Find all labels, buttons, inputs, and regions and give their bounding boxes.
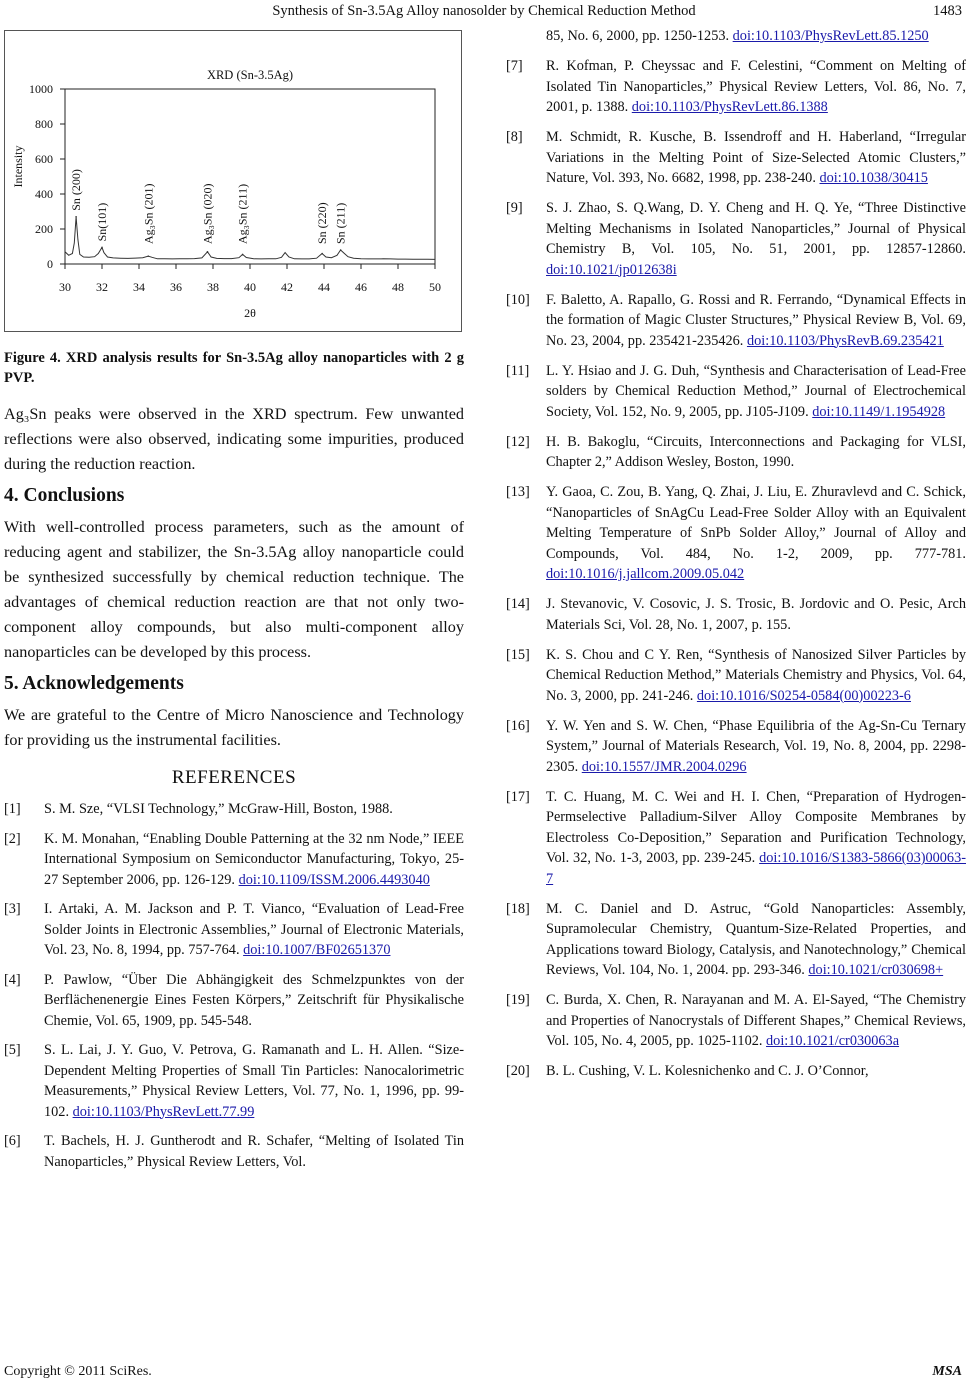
doi-link[interactable]: doi:10.1021/cr030698+ [808, 962, 944, 978]
y-tick-label: 1000 [29, 82, 53, 96]
reference-item [506, 361, 966, 423]
copyright: Copyright © 2011 SciRes. [4, 1364, 152, 1379]
reference-text: L. Y. Hsiao and J. G. Duh, “Synthesis and Characterisation of Lead-Free solders by Chemical Reduction Method,” Journal of Electrochemical Society, Vol. 152, No. 9, 2005, pp. J105-J109. [546, 362, 966, 420]
reference-number: [10] [506, 291, 530, 308]
peak-label: Sn (220) [315, 202, 330, 244]
peak-point [101, 247, 103, 249]
reference-text: M. C. Daniel and D. Astruc, “Gold Nanoparticles: Assembly, Supramolecular Chemistry, Quantum-Size-Related Properties, and Applications toward Biology, Catalysis, and Nanotechnology,” Chemical Reviews, Vol. 104, No. 1, 2004. pp. 293-346. [546, 900, 966, 978]
reference-number: [7] [506, 58, 523, 74]
peak-label: Sn (211) [333, 202, 348, 244]
reference-text: Y. W. Yen and S. W. Chen, “Phase Equilibria of the Ag-Sn-Cu Ternary System,” Journal of Materials Research, Vol. 19, No. 8, 2004, pp. 2298-2305. [546, 717, 966, 775]
reference-item [506, 290, 966, 352]
reference-text: T. Bachels, H. J. Guntherodt and R. Schafer, “Melting of Isolated Tin Nanoparticles,” Physical Review Letters, Vol. [44, 1133, 464, 1170]
reference-number: [15] [506, 646, 530, 663]
y-tick-label: 400 [35, 187, 53, 201]
left-column [4, 30, 464, 1181]
reference-text: K. S. Chou and C Y. Ren, “Synthesis of Nanosized Silver Particles by Chemical Reduction Method,” Materials Chemistry and Physics, Vol. 64, No. 3, 2000, pp. 241-246. [546, 646, 966, 704]
reference-text: P. Pawlow, “Über Die Abhängigkeit des Schmelzpunktes von der Berflächenenergie Eines Festen Körpers,” Zeitschrift für Physikalische Chemie, Vol. 65, 1909, pp. 545-548. [44, 971, 464, 1029]
reference-number: [13] [506, 484, 530, 500]
peak-label: Ag₃Sn (201) [141, 183, 156, 244]
reference-number: [9] [506, 200, 523, 216]
x-tick-label: 40 [244, 280, 256, 294]
reference-item [506, 990, 966, 1052]
heading-acknowledgements: 5. Acknowledgements [4, 673, 184, 694]
reference-item [506, 594, 966, 635]
reference-text: R. Kofman, P. Cheyssac and F. Celestini, “Comment on Melting of Isolated Tin Nanoparticles,” Physical Review Letters, Vol. 86, No. 7, 2001, p. 1388. [546, 58, 966, 115]
peak-label: Ag₃Sn (211) [235, 183, 250, 244]
heading-conclusions: 4. Conclusions [4, 485, 125, 506]
reference-number: [1] [4, 801, 21, 817]
reference-text: S. L. Lai, J. Y. Guo, V. Petrova, G. Ramanath and L. H. Allen. “Size-Dependent Melting Properties of Small Tin Particles: Nanocalorimetric Measurements,” Physical Review Letters, Vol. 77, No. 1, 1996, pp. 99-102. [44, 1042, 464, 1120]
journal-abbrev: MSA [932, 1364, 962, 1379]
reference-number: [12] [506, 433, 530, 450]
doi-link[interactable]: doi:10.1557/JMR.2004.0296 [581, 758, 747, 775]
x-tick-label: 48 [392, 280, 404, 294]
reference-item [4, 1131, 464, 1172]
x-tick-label: 42 [281, 280, 293, 294]
peak-point [340, 249, 342, 251]
peak-point [147, 255, 149, 257]
reference-item [4, 799, 464, 820]
x-tick-label: 30 [59, 280, 71, 294]
peak-point [321, 253, 323, 255]
reference-text: S. M. Sze, “VLSI Technology,” McGraw-Hill, Boston, 1988. [44, 801, 393, 817]
reference-item [4, 970, 464, 1032]
reference-number: [6] [4, 1133, 21, 1149]
xrd-chart [5, 31, 461, 331]
reference-item [506, 56, 966, 118]
reference-item [506, 787, 966, 890]
references-right [506, 26, 966, 1082]
running-title: Synthesis of Sn-3.5Ag Alloy nanosolder by Chemical Reduction Method [272, 3, 696, 19]
x-tick-label: 50 [429, 280, 441, 294]
reference-number: [4] [4, 971, 21, 988]
y-axis-label: Intensity [11, 145, 25, 188]
reference-item [506, 26, 966, 47]
references-left [4, 799, 464, 1172]
peak-point [75, 216, 77, 218]
reference-number: [16] [506, 717, 530, 734]
reference-number: [19] [506, 992, 530, 1008]
paragraph-conclusions: With well-controlled process parameters, such as the amount of reducing agent and stabilizer, the Sn-3.5Ag alloy nanoparticle could be synthesized successfully by chemical reduction technique. The advantages of chemical reduction reaction are that not only two-component alloy compounds, but also multi-component alloy nanoparticles can be developed by this process. [4, 518, 464, 661]
paragraph-results: Ag₃Sn peaks were observed in the XRD spectrum. Few unwanted reflections were also observed, indicating some impurities, produced during the reduction reaction. [4, 405, 464, 473]
x-tick-label: 36 [170, 280, 182, 294]
peak-label: Sn(101) [95, 202, 109, 242]
reference-item [4, 829, 464, 891]
reference-text: S. J. Zhao, S. Q.Wang, D. Y. Cheng and H. Q. Ye, “Three Distinctive Melting Mechanisms in Isolated Nanoparticles,” Journal of Physical Chemistry B, Vol. 105, No. 51, 2001, pp. 12857-12860. [546, 200, 966, 257]
x-tick-label: 38 [207, 280, 219, 294]
heading-references: REFERENCES [171, 767, 297, 788]
reference-item [4, 899, 464, 961]
peak-point [207, 251, 209, 253]
doi-link[interactable]: doi:10.1103/PhysRevLett.77.99 [72, 1103, 255, 1120]
reference-text: I. Artaki, A. M. Jackson and P. T. Vianco, “Evaluation of Lead-Free Solder Joints in Electronic Assemblies,” Journal of Electronic Materials, Vol. 23, No. 8, 1994, pp. 757-764. [44, 901, 464, 958]
doi-link[interactable]: doi:10.1021/cr030063a [766, 1033, 900, 1049]
spectrum-line [65, 217, 435, 260]
reference-number: [8] [506, 129, 523, 145]
reference-number: [20] [506, 1063, 530, 1079]
reference-item [506, 716, 966, 778]
x-axis-label: 2θ [244, 306, 256, 320]
doi-link[interactable]: doi:10.1016/S1383-5866(03)00063-7 [546, 850, 966, 887]
doi-link[interactable]: doi:10.1007/BF02651370 [243, 942, 391, 958]
reference-text: H. B. Bakoglu, “Circuits, Interconnections and Packaging for VLSI, Chapter 2,” Addison Wesley, Boston, 1990. [546, 433, 966, 470]
x-tick-label: 44 [318, 280, 330, 294]
reference-text: T. C. Huang, M. C. Wei and H. I. Chen, “Preparation of Hydrogen-Permselective Palladium-Silver Alloy Composite Membranes by Electroless Co-Deposition,” Separation and Purification Technology, Vol. 32, No. 1-3, 2003, pp. 239-245. [546, 788, 966, 866]
doi-link[interactable]: doi:10.1103/PhysRevB.69.235421 [746, 332, 944, 349]
doi-link[interactable]: doi:10.1038/30415 [819, 170, 928, 186]
peak-point [242, 254, 244, 256]
reference-number: [17] [506, 788, 530, 805]
y-tick-label: 600 [35, 152, 53, 166]
reference-text: Y. Gaoa, C. Zou, B. Yang, Q. Zhai, J. Liu, E. Zhuravlevd and C. Schick, “Nanoparticles of SnAgCu Lead-Free Solder Alloy with an Equivalent Melting Temperature of SnPb Solder Alloy,” Journal of Alloy and Compounds, Vol. 484, No. 1-2, 2009, pp. 777-781. [546, 484, 966, 562]
page-header [0, 0, 968, 26]
doi-link[interactable]: doi:10.1109/ISSM.2006.4493040 [238, 871, 430, 888]
reference-number: [14] [506, 596, 530, 612]
y-tick-label: 800 [35, 117, 53, 131]
doi-link[interactable]: doi:10.1103/PhysRevLett.85.1250 [732, 28, 929, 44]
xrd-figure [4, 30, 462, 332]
reference-number: [5] [4, 1042, 21, 1058]
reference-text: M. Schmidt, R. Kusche, B. Issendroff and H. Haberland, “Irregular Variations in the Melting Point of Size-Selected Atomic Clusters,” Nature, Vol. 393, No. 6682, 1998, pp. 238-240. [546, 129, 966, 186]
reference-item [506, 899, 966, 981]
figure-caption: Figure 4. XRD analysis results for Sn-3.5Ag alloy nanoparticles with 2 g PVP. [4, 350, 464, 386]
doi-link[interactable]: doi:10.1103/PhysRevLett.86.1388 [631, 99, 828, 115]
reference-number: [3] [4, 901, 21, 917]
x-tick-label: 32 [96, 280, 108, 294]
y-tick-label: 0 [47, 257, 53, 271]
reference-item [506, 432, 966, 473]
plot-frame [65, 89, 435, 264]
reference-text: B. L. Cushing, V. L. Kolesnichenko and C. J. O’Connor, [546, 1063, 869, 1079]
doi-link[interactable]: doi:10.1149/1.1954928 [812, 403, 946, 420]
chart-title: XRD (Sn-3.5Ag) [206, 68, 294, 82]
doi-link[interactable]: doi:10.1016/S0254-0584(00)00223-6 [696, 687, 911, 704]
reference-text: C. Burda, X. Chen, R. Narayanan and M. A. El-Sayed, “The Chemistry and Properties of Nanocrystals of Different Shapes,” Chemical Reviews, Vol. 105, No. 4, 2005, pp. 1025-1102. [546, 992, 966, 1049]
reference-number: [11] [506, 362, 530, 379]
x-tick-label: 46 [355, 280, 367, 294]
reference-number: [2] [4, 830, 21, 847]
reference-item [506, 1061, 966, 1082]
reference-item [506, 127, 966, 189]
reference-text: J. Stevanovic, V. Cosovic, J. S. Trosic, B. Jordovic and O. Pesic, Arch Materials Sci, Vol. 28, No. 1, 2007, p. 155. [546, 596, 966, 633]
peak-label: Sn (200) [69, 169, 84, 211]
reference-item [4, 1040, 464, 1122]
doi-link[interactable]: doi:10.1016/j.jallcom.2009.05.042 [546, 566, 745, 582]
reference-text: K. M. Monahan, “Enabling Double Patterning at the 32 nm Node,” IEEE International Symposium on Semiconductor Manufacturing, Tokyo, 25-27 September 2006, pp. 126-129. [44, 830, 464, 888]
reference-item [506, 198, 966, 280]
reference-item [506, 645, 966, 707]
reference-number: [18] [506, 900, 530, 917]
peak-label: Ag₃Sn (020) [200, 183, 215, 244]
x-tick-label: 34 [133, 280, 145, 294]
page-number: 1483 [933, 3, 962, 19]
y-tick-label: 200 [35, 222, 53, 236]
right-column [506, 26, 966, 1091]
reference-text: F. Baletto, A. Rapallo, G. Rossi and R. Ferrando, “Dynamical Effects in the formation of Magic Cluster Structures,” Physical Review B, Vol. 69, No. 23, 2004, pp. 235421-235426. [546, 291, 966, 349]
reference-text: 85, No. 6, 2000, pp. 1250-1253. [546, 28, 733, 44]
doi-link[interactable]: doi:10.1021/jp012638i [546, 261, 677, 278]
reference-item [506, 482, 966, 585]
paragraph-acknowledgements: We are grateful to the Centre of Micro Nanoscience and Technology for providing us the instrumental facilities. [4, 706, 464, 749]
